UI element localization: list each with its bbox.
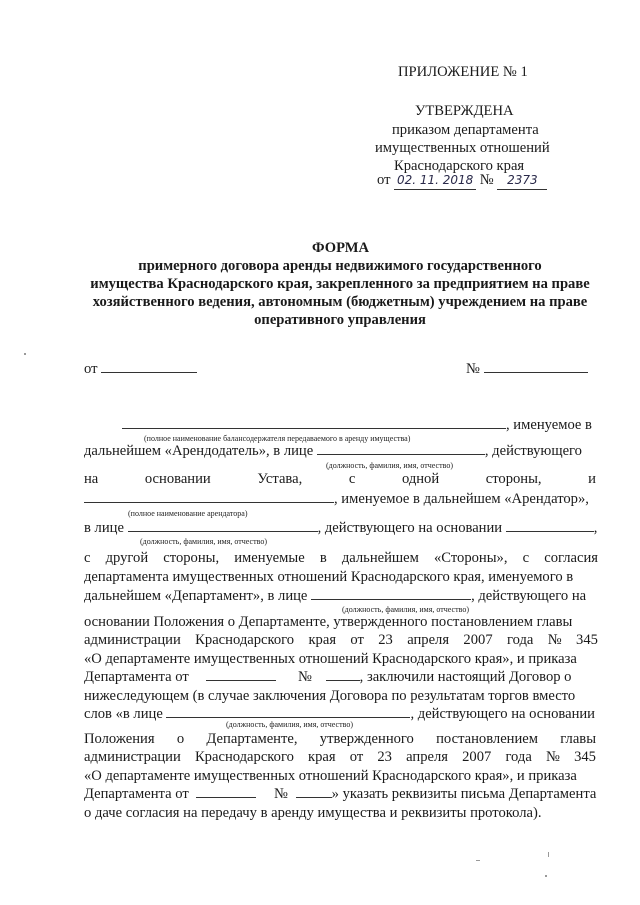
- approved-label: УТВЕРЖДЕНА: [415, 103, 514, 119]
- order-date-field-2[interactable]: [196, 797, 256, 798]
- word: стороны,: [163, 550, 220, 566]
- order-number-field-2[interactable]: [296, 797, 332, 798]
- approval-date-field: [394, 172, 476, 190]
- row12-b-text: №: [298, 669, 312, 685]
- row-decree-title-2: «О департаменте имущественных отношений Краснодарского края», и приказа: [84, 768, 577, 784]
- row18-b-text: №: [274, 786, 288, 802]
- word: апреля: [407, 632, 450, 648]
- row-department: департамента имущественных отношений Краснодарского края, именуемого в: [84, 569, 574, 585]
- row-regulation: основании Положения о Департаменте, утвержденного постановлением главы: [84, 614, 573, 630]
- row1-end-text: , именуемое в: [506, 417, 592, 433]
- row14-end-text: , действующего на основании: [410, 706, 595, 722]
- order-number-field-1[interactable]: [326, 680, 360, 681]
- word: от: [350, 632, 364, 648]
- word: стороны,: [485, 471, 542, 487]
- row-department-rep: [84, 588, 586, 605]
- landlord-name-field[interactable]: [122, 428, 506, 429]
- approved-line-2: имущественных отношений: [375, 140, 550, 156]
- word: и: [588, 471, 596, 487]
- row-basis-charter: [84, 471, 596, 488]
- row12-c-text: , заключили настоящий Договор о: [359, 669, 572, 685]
- landlord-rep-field[interactable]: [317, 454, 485, 455]
- tenant-name-field[interactable]: [84, 502, 334, 503]
- form-subtitle-1: примерного договора аренды недвижимого государственного: [138, 258, 542, 274]
- row14-start-text: слов «в лице: [84, 706, 163, 722]
- word: Краснодарского: [195, 632, 295, 648]
- row5-start-text: в лице: [84, 520, 124, 536]
- word: согласия: [544, 550, 598, 566]
- contract-from-label: от: [84, 361, 98, 377]
- row-order-2: [84, 786, 596, 803]
- contract-number-label: №: [466, 361, 480, 377]
- word: «Стороны»,: [434, 550, 508, 566]
- approved-line-1: приказом департамента: [392, 122, 539, 138]
- word: №: [547, 632, 562, 648]
- tenant-rep-field[interactable]: [128, 531, 318, 532]
- form-title: ФОРМА: [312, 240, 370, 256]
- form-subtitle-4: оперативного управления: [254, 312, 426, 328]
- scan-speck: [24, 353, 26, 355]
- word: года: [505, 749, 532, 765]
- row-administration-1: [84, 632, 598, 649]
- row18-c-text: » указать реквизиты письма Департамента: [331, 786, 597, 802]
- contract-number-field[interactable]: [484, 372, 588, 373]
- row-tenant-rep: [84, 520, 597, 537]
- row-decree-title-1: «О департаменте имущественных отношений Краснодарского края», и приказа: [84, 651, 577, 667]
- department-rep-field[interactable]: [311, 599, 471, 600]
- approval-from-label: от: [377, 172, 391, 188]
- row-regulation-2: [84, 731, 596, 748]
- row8-start-text: дальнейшем «Департамент», в лице: [84, 588, 308, 604]
- word: с: [348, 471, 356, 487]
- row-hereinafter: нижеследующем (в случае заключения Договора по результатам торгов вместо: [84, 688, 576, 704]
- form-subtitle-2: имущества Краснодарского края, закрепленного за предприятием на праве: [90, 276, 590, 292]
- approval-date-handwritten: 02. 11. 2018: [396, 173, 474, 187]
- tenant-basis-field[interactable]: [506, 531, 594, 532]
- word: главы: [560, 731, 596, 747]
- row12-a-text: Департамента от: [84, 669, 189, 685]
- row5-mid-text: , действующего на основании: [317, 520, 503, 536]
- caption-landlord-rep: (должность, фамилия, имя, отчество): [326, 461, 453, 470]
- appendix-label: ПРИЛОЖЕНИЕ № 1: [398, 64, 528, 80]
- word: основании: [144, 471, 211, 487]
- word: 345: [576, 632, 598, 648]
- word: администрации: [84, 632, 181, 648]
- word: утвержденного: [319, 731, 414, 747]
- row-tenant-name: [84, 491, 589, 508]
- caption-landlord: (полное наименование балансодержателя передаваемого в аренду имущества): [144, 434, 411, 443]
- row-administration-2: [84, 749, 596, 766]
- caption-department-rep: (должность, фамилия, имя, отчество): [342, 605, 469, 614]
- word: другой: [105, 550, 149, 566]
- word: края: [308, 632, 337, 648]
- word: дальнейшем: [341, 550, 419, 566]
- row2-start-text: дальнейшем «Арендодатель», в лице: [84, 443, 314, 459]
- tender-rep-field[interactable]: [166, 717, 410, 718]
- row-other-party: [84, 550, 598, 567]
- approved-line-3: Краснодарского края: [394, 158, 525, 174]
- word: на: [84, 471, 99, 487]
- word: года: [506, 632, 534, 648]
- contract-date-row: [84, 361, 197, 378]
- row18-a-text: Департамента от: [84, 786, 189, 802]
- word: края: [308, 749, 336, 765]
- word: 2007: [462, 749, 492, 765]
- word: с: [84, 550, 91, 566]
- word: 23: [378, 632, 393, 648]
- word: Положения: [84, 731, 155, 747]
- scan-speck: [476, 860, 480, 861]
- word: администрации: [84, 749, 181, 765]
- word: Департаменте,: [206, 731, 298, 747]
- row8-end-text: , действующего на: [471, 588, 587, 604]
- row4-end-text: , именуемое в дальнейшем «Арендатор»,: [334, 491, 589, 507]
- contract-number-row: [466, 361, 588, 378]
- row-landlord-name: [122, 417, 592, 434]
- row-landlord-rep: [84, 443, 582, 460]
- word: именуемые: [234, 550, 305, 566]
- word: о: [176, 731, 185, 747]
- row5-end-text: ,: [593, 520, 598, 536]
- caption-tenant: (полное наименование арендатора): [128, 509, 248, 518]
- scan-speck: [548, 852, 549, 857]
- word: апреля: [406, 749, 448, 765]
- approval-date-row: [377, 172, 547, 190]
- approval-number-handwritten: 2373: [507, 173, 538, 187]
- scan-speck: [545, 875, 547, 877]
- row-order-1: [84, 669, 571, 686]
- word: постановлением: [436, 731, 539, 747]
- form-subtitle-3: хозяйственного ведения, автономным (бюджетным) учреждением на праве: [92, 294, 588, 310]
- word: в: [319, 550, 327, 566]
- word: от: [349, 749, 364, 765]
- word: 2007: [463, 632, 493, 648]
- approval-number-sign: №: [479, 172, 494, 188]
- approval-number-field: [497, 172, 547, 190]
- word: №: [545, 749, 560, 765]
- order-date-field-1[interactable]: [206, 680, 276, 681]
- row-consent: о даче согласия на передачу в аренду имущества и реквизиты протокола).: [84, 805, 542, 821]
- word: 23: [377, 749, 392, 765]
- word: с: [522, 550, 530, 566]
- caption-tender-rep: (должность, фамилия, имя, отчество): [226, 720, 353, 729]
- contract-date-field[interactable]: [101, 372, 197, 373]
- word: Устава,: [257, 471, 303, 487]
- word: Краснодарского: [194, 749, 294, 765]
- row2-end-text: , действующего: [484, 443, 582, 459]
- word: одной: [401, 471, 440, 487]
- word: 345: [574, 749, 596, 765]
- caption-tenant-rep: (должность, фамилия, имя, отчество): [140, 537, 267, 546]
